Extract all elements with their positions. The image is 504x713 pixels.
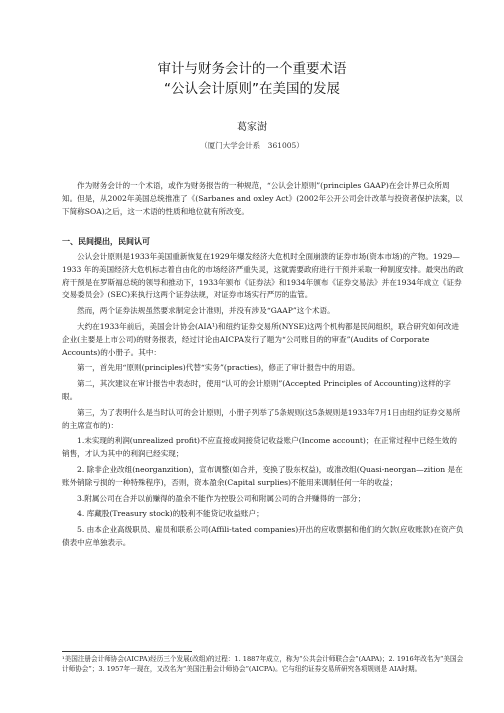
title-line-1: 审计与财务会计的一个重要术语 [157,61,347,77]
paragraph: 第二，其次建议在审计报告中表态时，使用“认可的会计原则”(Accepted Principles of Accounting)这样的字眼。 [62,379,451,401]
rule-item: 5. 由本企业高级职员、雇员和联系公司(Affili-tated companies)开出的应收票据和他们的欠款(应收账款)在资产负债表中应单独表示。 [62,525,464,547]
rule-item: 1.未实现的利润(unrealized profit)不应直接或间接贷记收益账户(Income account)；在正常过程中已经生效的销售，才认为其中的利润已经实现； [62,436,457,459]
author-affiliation: （厦门大学会计系 361005） [200,141,304,150]
footnote: ¹美国注册会计师协会(AICPA)经历三个发展(改组)的过程：1. 1887年成立，称为“公共会计师联合会”(AAPA)；2. 1916年改名为“美国会计师协会”；3. 1957年一现在，又改名为“美国注册会计师协会”(AICPA)。它与纽约证券交易所研究各项规则是 AIA时期。 [62,655,464,673]
rule-item: 3.附属公司在合并以前赚得的盈余不能作为控股公司和附属公司的合并赚得的一部分； [77,493,366,503]
rule-item: 2. 除非企业改组(neorganzition)，宣布调整(如合并，变换了股东权益)，或准改组(Quasi-neorgan—zition 是在账外销除亏损的一种特殊程序)，否则，资本盈余(Capital surplies)不能用来调制任何一年的收益； [62,464,463,487]
author-name: 葛家澍 [237,122,267,133]
intro-text: 作为财务会计的一个术语，或作为财务报告的一种规范，“公认会计原则”(principles GAAP)在会计界已众所周知。但是，从2002年美国总统推准了《(Sarbanes and oxley Act》(2002年公开公司会计改革与投资者保护法案，以下简称SOA)之后，这一术语的性质和地位就有所改变。 [62,181,463,216]
rule-item: 4. 库藏股(Treasury stock)的股利不能贷记收益账户； [77,509,264,519]
footnote-divider [62,651,192,652]
paragraph: 第三，为了表明什么是当时认可的会计原则，小册子列举了5条规则(这5条规则是1933年7月1日由纽约证券交易所的主席宣布的)： [62,407,461,430]
paragraph: 第一，首先用“原则(principles)代替“实务”(practies)，修正了审计报告中的用语。 [77,363,360,373]
title-line-2: “公认会计原则”在美国的发展 [164,81,340,97]
section-1-body [62,251,464,550]
section-1-heading: 一、民间提出，民间认可 [62,237,150,246]
paragraph: 公认会计原则是1933年美国重新恢复在1929年爆发经济大危机时全面崩溃的证券市场(资本市场)的产物。1929—1933 年的美国经济大危机标志着自由化的市场经济严重失灵，这就需要政府进行干预并采取一种制度安排。最突出的政府干预是在罗斯福总统的领导和推动下，1933年颁布《证券法》和1934年颁布《证券交易法》并在1934年成立《证券交易委员会》(SEC)来执行这两个证券法规，对证券市场实行严厉的监管。 [62,252,464,300]
paragraph: 大约在1933年前后，美国会计协会(AIA¹)和纽约证券交易所(NYSE)这两个机构都是民间组织，联合研究如何改进企业(主要是上市公司)的财务报表，经过讨论由AICPA发行了题为“公司账目的的审查”(Audits of Corporate Accounts)的小册子。其中： [62,321,459,357]
intro-paragraph [62,180,464,218]
paragraph: 然而，两个证券法规虽然要求制定会计准则，并没有涉及“GAAP”这个术语。 [77,306,335,316]
